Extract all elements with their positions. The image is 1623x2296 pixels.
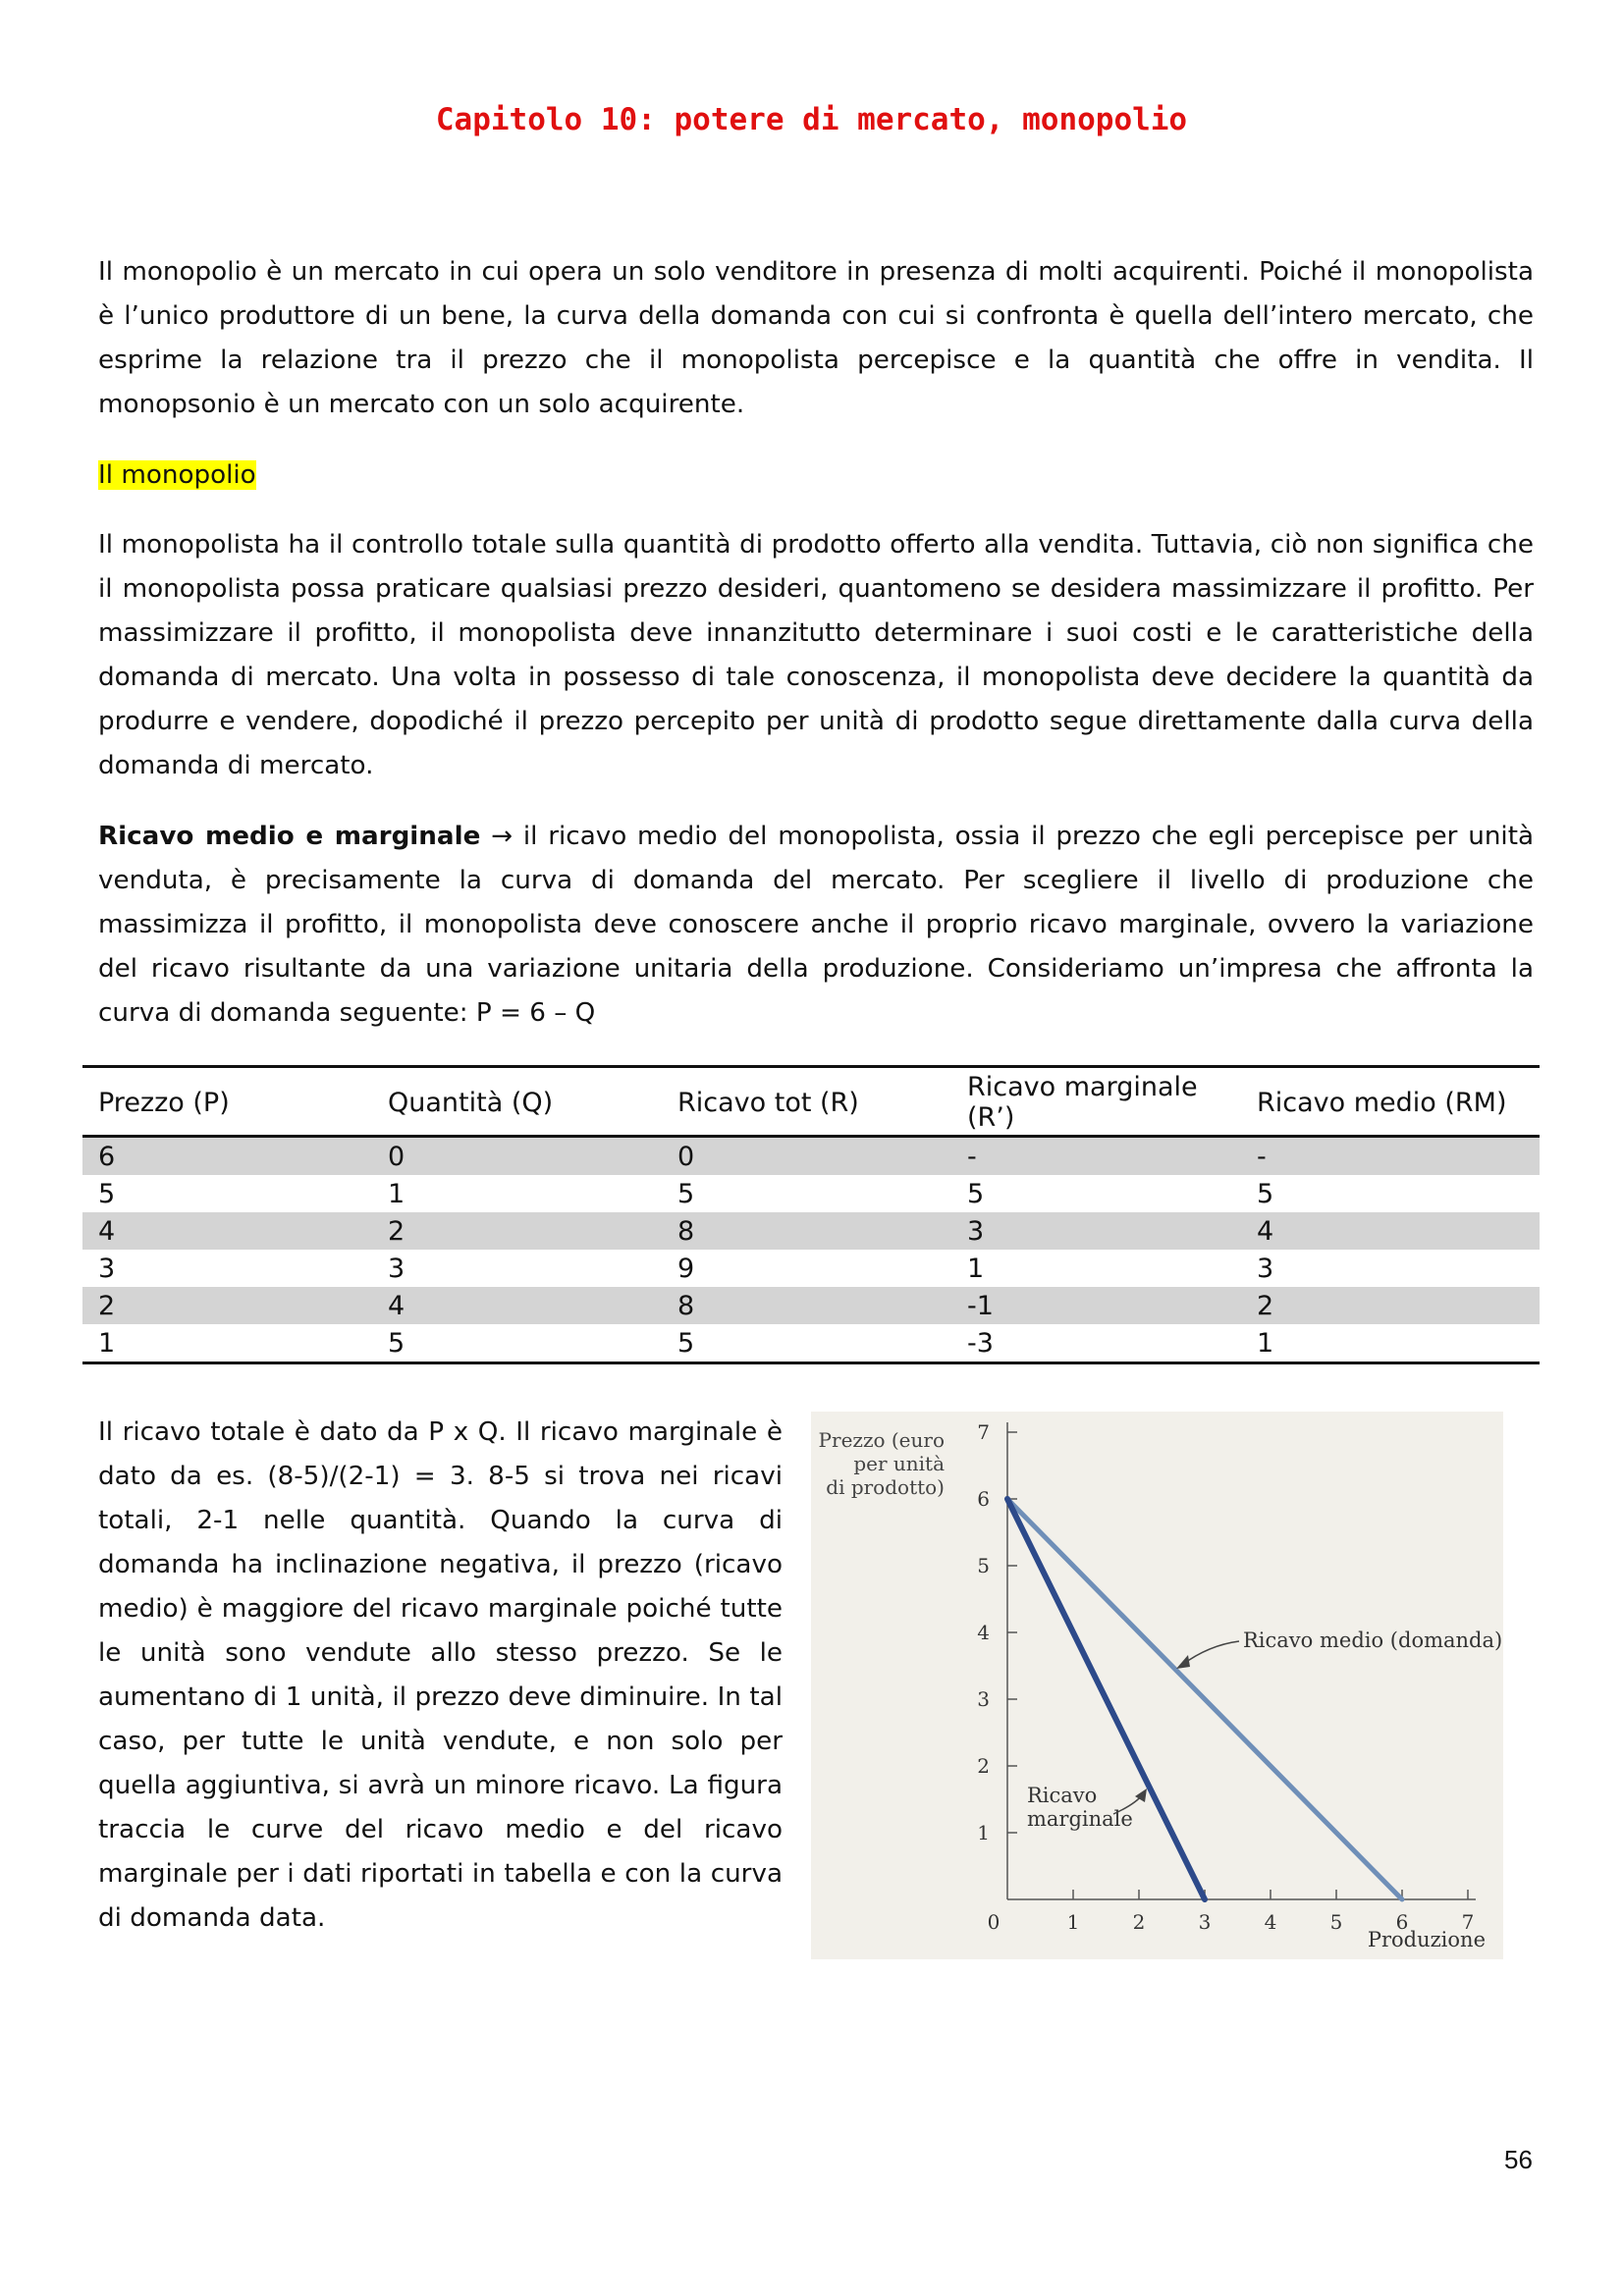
table-cell: 0 bbox=[662, 1137, 951, 1176]
marginal-revenue-line bbox=[1007, 1499, 1205, 1899]
table-cell: 5 bbox=[677, 1178, 695, 1209]
table-cell: 8 bbox=[662, 1212, 951, 1250]
y-axis-label: Prezzo (euro per unità di prodotto) bbox=[818, 1428, 945, 1499]
x-tick-label: 3 bbox=[1198, 1910, 1212, 1934]
table-cell: 3 bbox=[388, 1253, 406, 1284]
section-heading bbox=[98, 454, 1534, 498]
page-title: Capitolo 10: potere di mercato, monopolio bbox=[435, 102, 1188, 137]
table-cell: 6 bbox=[82, 1137, 372, 1176]
table-cell: 1 bbox=[1241, 1324, 1540, 1363]
x-axis-label: Produzione bbox=[1367, 1928, 1486, 1951]
table-cell: 3 bbox=[951, 1212, 1241, 1250]
table-cell: 3 bbox=[98, 1253, 116, 1284]
x-tick-label: 5 bbox=[1329, 1910, 1343, 1934]
intro-paragraph: Il monopolio è un mercato in cui opera un solo venditore in presenza di molti acquirenti. Poiché il monopolista è l’unico produttore di un bene, la curva della domanda con cui si confronta è quella dell’intero mercato, che esprime la relazione tra il prezzo che il monopolista percepisce e la quantità che offre in vendita. Il monopsonio è un mercato con un solo acquirente. bbox=[98, 257, 1534, 419]
page-number: 56 bbox=[1504, 2145, 1533, 2174]
average-revenue-line bbox=[1007, 1499, 1402, 1899]
table-cell: 5 bbox=[662, 1324, 951, 1363]
table-cell: 4 bbox=[1241, 1212, 1540, 1250]
marginal-revenue-label: Ricavo marginale bbox=[1027, 1784, 1133, 1831]
table-cell: 4 bbox=[372, 1287, 662, 1324]
revenue-text: il ricavo medio del monopolista, ossia il prezzo che egli percepisce per unità venduta, è precisamente la curva di domanda del mercato. Per scegliere il livello di produzione che massimizza il profitto, il monopolista deve conoscere anche il proprio ricavo marginale, ovvero la variazione del ricavo risultante da una variazione unitaria della produzione. Consideriamo un’impresa che affronta la curva di domanda seguente: P = 6 – Q bbox=[98, 822, 1535, 1028]
table-row bbox=[82, 1137, 1540, 1176]
table-cell: 1 bbox=[967, 1253, 985, 1284]
col-header-average-revenue: Ricavo medio (RM) bbox=[1241, 1067, 1540, 1137]
col-header-marginal-revenue: Ricavo marginale (R’) bbox=[951, 1067, 1241, 1137]
table-cell: 5 bbox=[372, 1324, 662, 1363]
table-cell: 9 bbox=[677, 1253, 695, 1284]
table-cell: 8 bbox=[662, 1287, 951, 1324]
x-tick-label: 0 bbox=[987, 1910, 1001, 1934]
x-tick-label: 4 bbox=[1264, 1910, 1277, 1934]
table-cell: 2 bbox=[372, 1212, 662, 1250]
revenue-paragraph bbox=[98, 815, 1534, 1036]
table-cell: 3 bbox=[1257, 1253, 1274, 1284]
revenue-chart-svg bbox=[811, 1412, 1503, 1959]
section-paragraph: Il monopolista ha il controllo totale sulla quantità di prodotto offerto alla vendita. Tuttavia, ciò non significa che il monopolista possa praticare qualsiasi prezzo desideri, quantomeno se desidera massimizzare il profitto. Per massimizzare il profitto, il monopolista deve innanzitutto determinare i suoi costi e le caratteristiche della domanda di mercato. Una volta in possesso di tale conoscenza, il monopolista deve decidere la quantità da produrre e vendere, dopodiché il prezzo percepito per unità di prodotto segue direttamente dalla curva della domanda di mercato. bbox=[98, 530, 1534, 780]
y-tick-label: 3 bbox=[977, 1687, 990, 1711]
x-tick-label: 6 bbox=[1395, 1910, 1409, 1934]
y-tick-label: 1 bbox=[977, 1821, 990, 1844]
table-cell: 5 bbox=[98, 1178, 116, 1209]
table-cell: -1 bbox=[951, 1287, 1241, 1324]
average-revenue-label: Ricavo medio (domanda) bbox=[1243, 1629, 1503, 1652]
table-row bbox=[82, 1175, 1540, 1212]
table-row bbox=[82, 1212, 1540, 1250]
table-row bbox=[82, 1287, 1540, 1324]
table-cell: - bbox=[1241, 1137, 1540, 1176]
average-revenue-pointer bbox=[1182, 1641, 1239, 1665]
table-cell: 5 bbox=[1257, 1178, 1274, 1209]
x-tick-label: 2 bbox=[1132, 1910, 1146, 1934]
table-cell: 1 bbox=[388, 1178, 406, 1209]
table-cell: 1 bbox=[82, 1324, 372, 1363]
y-tick-label: 7 bbox=[977, 1420, 990, 1444]
table-cell: 2 bbox=[1241, 1287, 1540, 1324]
table-row bbox=[82, 1250, 1540, 1287]
revenue-table bbox=[82, 1065, 1540, 1364]
col-header-quantity: Quantità (Q) bbox=[372, 1067, 662, 1137]
table-row bbox=[82, 1324, 1540, 1363]
col-header-price: Prezzo (P) bbox=[82, 1067, 372, 1137]
table-cell: - bbox=[951, 1137, 1241, 1176]
x-tick-label: 1 bbox=[1066, 1910, 1080, 1934]
y-tick-label: 2 bbox=[977, 1754, 990, 1778]
arrow-icon bbox=[1176, 1655, 1190, 1669]
explanation-paragraph: Il ricavo totale è dato da P x Q. Il ricavo marginale è dato da es. (8-5)/(2-1) = 3. 8-5 si trova nei ricavi totali, 2-1 nelle quantità. Quando la curva di domanda ha inclinazione negativa, il prezzo (ricavo medio) è maggiore del ricavo marginale poiché tutte le unità sono vendute allo stesso prezzo. Se le aumentano di 1 unità, il prezzo deve diminuire. In tal caso, per tutte le unità vendute, e non solo per quella aggiuntiva, si avrà un minore ricavo. La figura traccia le curve del ricavo medio e del ricavo marginale per i dati riportati in tabella e con la curva di domanda data. bbox=[98, 1417, 783, 1933]
table-cell: 4 bbox=[82, 1212, 372, 1250]
y-tick-label: 4 bbox=[977, 1621, 990, 1644]
y-tick-label: 6 bbox=[977, 1487, 990, 1511]
table-cell: -3 bbox=[951, 1324, 1241, 1363]
table-cell: 0 bbox=[372, 1137, 662, 1176]
table-header-row bbox=[82, 1067, 1540, 1137]
x-tick-label: 7 bbox=[1461, 1910, 1475, 1934]
arrow-icon: → bbox=[491, 822, 514, 851]
section-heading-text: Il monopolio bbox=[98, 460, 256, 490]
table-cell: 2 bbox=[82, 1287, 372, 1324]
revenue-label: Ricavo medio e marginale bbox=[98, 822, 481, 851]
revenue-chart bbox=[811, 1412, 1503, 1959]
y-tick-label: 5 bbox=[977, 1554, 990, 1577]
col-header-total-revenue: Ricavo tot (R) bbox=[662, 1067, 951, 1137]
table-cell: 5 bbox=[967, 1178, 985, 1209]
